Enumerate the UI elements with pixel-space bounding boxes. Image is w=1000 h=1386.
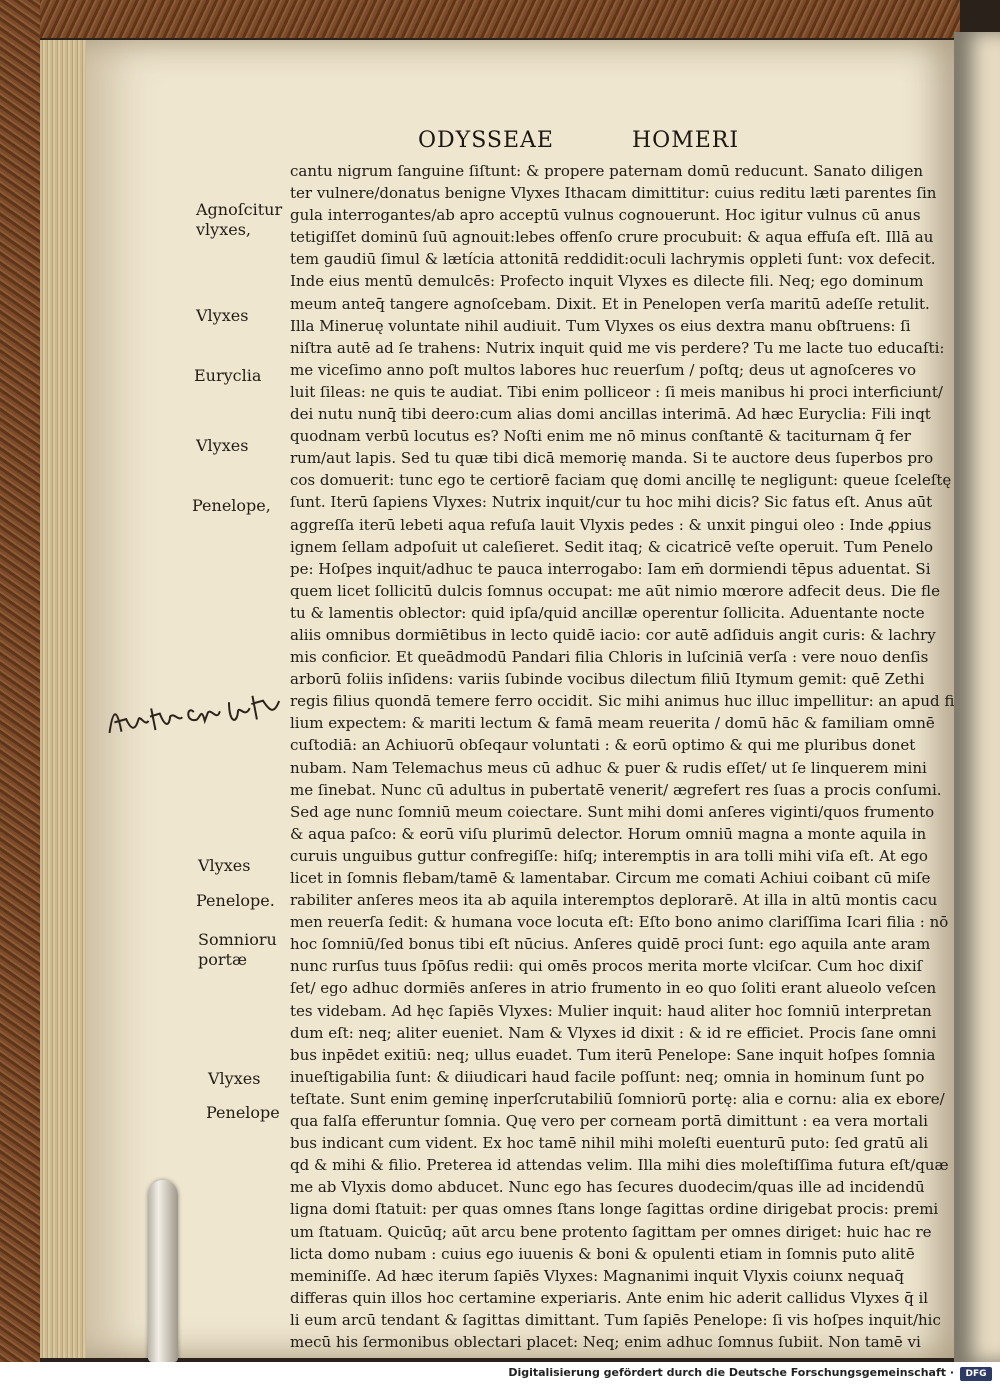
facing-page-edge (954, 32, 1000, 1362)
margin-note-penelope-1: Penelope, (192, 496, 271, 515)
text-line: cos domuerit: tunc ego te certiorē faciam quę domi ancillę te negligunt: queue ſceleſtę (290, 471, 952, 490)
margin-note-penelope-2: Penelope. (196, 891, 275, 910)
text-line: licet in ſomnis flebam/tamē & lamentabar. Circum me comati Achiui coibant cū miſe (290, 869, 931, 887)
text-line: Inde eius mentū demulcēs: Profecto inquit Vlyxes es dilecte fili. Neq; ego dominum (290, 272, 924, 291)
footer-bar (0, 1362, 1000, 1386)
text-line: licta domo nubam : cuius ego iuuenis & boni & opulenti etiam in ſomnis puto alitē (290, 1244, 915, 1263)
text-line: um ſtatuam. Quicūq; aūt arcu bene protento ſagittam per omnes diriget: huic hac re (290, 1222, 932, 1241)
text-line: tu & lamentis oblector: quid ipſa/quid ancillæ operentur ſollicita. Aduentante nocte (290, 603, 925, 622)
text-line: nunc rurſus tuus ſpōſus redii: qui omēs procos merita morte vlciſcar. Cum hoc dixiſ (290, 957, 923, 976)
running-header-left: ODYSSEAE (418, 128, 554, 153)
text-line: qd & mihi & filio. Preterea id attendas velim. Illa mihi dies moleſtiſſima futura eſt/quæ (290, 1156, 949, 1175)
text-line: hoc ſomniū/ſed bonus tibi eſt nūcius. Anſeres quidē proci ſunt: ego aquila ante aram (290, 935, 931, 954)
text-line: li eum arcū tendant & ſagittas dimittant. Tum ſapiēs Penelope: ſi vis hoſpes inquit/hic (290, 1310, 941, 1329)
text-line: ligna domi ſtatuit: per quas omnes ſtans longe ſagittas ordine dirigebat procis: premi (290, 1200, 939, 1219)
margin-note-somniorum-portae: Somnioru portæ (198, 930, 277, 969)
book-cover-left (0, 0, 40, 1362)
text-line: quem licet ſollicitū dulcis ſomnus occupat: me aūt nimio mœrore adfecit deus. Die fle (290, 581, 940, 600)
text-line: me viceſimo anno poſt multos labores huc reuerſum / poſtq; deus ut agnoſceres vo (290, 360, 916, 379)
text-line: nubam. Nam Telemachus meus cū adhuc & puer & rudis eſſet/ ut ſe linquerem mini (290, 758, 927, 777)
body-text (290, 162, 955, 1355)
text-line: Sed age nunc ſomniū meum coiectare. Sunt mihi domi anſeres viginti/quos frumento (290, 802, 935, 821)
text-line: gula interrogantes/ab apro acceptū vulnus cognouerunt. Hoc igitur vulnus cū anus (290, 206, 921, 225)
text-line: lium expectem: & mariti lectum & famā meam reuerita / domū hāc & familiam omnē (290, 714, 935, 733)
text-line: ter vulnere/donatus benigne Vlyxes Ithacam dimittitur: cuius reditu læti parentes ſin (290, 184, 937, 203)
text-line: rum/aut lapis. Sed tu quæ tibi dicā memorię manda. Si te auctore deus ſuperbos pro (290, 449, 934, 468)
text-line: bus inpēdet exitiū: neq; ullus euadet. Tum iterū Penelope: Sane inquit hoſpes ſomnia (290, 1045, 936, 1064)
page-clip (148, 1180, 178, 1362)
text-line: mis conficior. Et queādmodū Pandari filia Chloris in luſciniā verſa : vere nouo denſis (290, 648, 929, 667)
footer-credit: Digitalisierung gefördert durch die Deutsche Forschungsgemeinschaft · (508, 1366, 954, 1379)
text-line: tes videbam. Ad hęc ſapiēs Vlyxes: Mulier inquit: haud aliter hoc ſomniū interpretan (290, 1001, 932, 1020)
margin-note-agnoscitur: Agnoſcitur vlyxes, (196, 200, 283, 239)
text-line: tetigiſſet dominū ſuū agnouit:lebes offenſo crure procubuit: & aqua effuſa eſt. Illā au (290, 228, 934, 247)
text-line: quodnam verbū locutus es? Noſti enim me nō minus conſtantē & taciturnam q̄ fer (290, 427, 911, 446)
text-line: ignem ſellam adpoſuit ut caleſieret. Sedit itaq; & cicatricē veſte operuit. Tum Penelo (290, 537, 934, 556)
text-line: bus indicant cum vident. Ex hoc tamē nihil mihi moleſti euenturū puto: ſed gratū ali (290, 1134, 929, 1153)
margin-note-euryclia: Euryclia (194, 366, 262, 385)
text-line: pe: Hoſpes inquit/adhuc te pauca interrogabo: Iam em̄ dormiendi tēpus aduentat. Si (290, 559, 931, 578)
text-line: men reuerſa ſedit: & humana voce locuta eſt: Eſto bono animo clariſſima Icari filia : nō (290, 913, 949, 932)
text-line: regis filius quondā temere ferro occidit. Sic mihi animus huc illuc impellitur: an apud fi (290, 692, 955, 711)
text-line: ſunt. Iterū ſapiens Vlyxes: Nutrix inquit/cur tu hoc mihi dicis? Sic fatus eſt. Anus aūt (290, 493, 933, 512)
margin-note-penelope-3: Penelope (206, 1103, 280, 1122)
text-line: cuſtodiā: an Achiuorū obſeqaur voluntati : & eorū optimo & qui me pluribus donet (290, 736, 916, 755)
text-line: differas quin illos hoc certamine experiaris. Ante enim hic aderit callidus Vlyxes q̄ il (290, 1288, 929, 1307)
margin-note-vlyxes-3: Vlyxes (198, 856, 251, 875)
margin-note-vlyxes-4: Vlyxes (208, 1069, 261, 1088)
text-line: cantu nigrum ſanguine ſiſtunt: & propere paternam domū reducunt. Sanato diligen (290, 162, 924, 180)
margin-note-vlyxes-1: Vlyxes (196, 306, 249, 325)
text-line: meum anteq̄ tangere agnoſcebam. Dixit. Et in Penelopen verſa maritū adeſſe retulit. (290, 294, 930, 313)
text-line: rabiliter anſeres meos ita ab aquila interemptos deplorarē. At illa in altū montis cacu (290, 891, 938, 910)
text-line: aggreſſa iterū lebeti aqua refuſa lauit Vlyxis pedes : & unxit pingui oleo : Inde ꝓpius (290, 515, 932, 534)
text-line: & aqua paſco: & eorū viſu plurimū delector. Horum omniū magna a monte aquila in (290, 824, 927, 843)
margin-note-vlyxes-2: Vlyxes (196, 436, 249, 455)
text-line: curuis unguibus guttur confregiſſe: hiſq; interemptis in ara tolli mihi viſa eſt. At ego (290, 846, 928, 865)
text-line: tem gaudiū ſimul & lætícia attonitā reddidit:oculi lachrymis oppleti ſunt: vox defecit. (290, 250, 936, 269)
page-edges (40, 40, 90, 1358)
text-line: dum eſt: neq; aliter eueniet. Nam & Vlyxes id dixit : & id re efficiet. Procis ſane omni (290, 1023, 937, 1042)
text-line: Illa Mineruę voluntate nihil audiuit. Tum Vlyxes os eius dextra manu obſtruens: ſi (290, 316, 911, 335)
text-line: niſtra autē ad ſe trahens: Nutrix inquit quid me vis perdere? Tu me lacte tuo educaſti: (290, 338, 945, 357)
text-line: dei nutu nunq̄ tibi deero:cum alias domi ancillas interimā. Ad hæc Euryclia: Fili inqt (290, 405, 931, 424)
text-line: mecū his ſermonibus oblectari placet: Neq; enim adhuc ſomnus ſubiit. Non tamē vi (290, 1332, 921, 1351)
text-line: arborū foliis inſidens: variis ſubinde vocibus dilectum filiū Itymum gemit: quē Zethi (290, 670, 925, 689)
dfg-logo: DFG (960, 1367, 992, 1381)
running-header-right: HOMERI (632, 128, 740, 153)
text-line: me ab Vlyxis domo abducet. Nunc ego has ſecures duodecim/quas ille ad incidendū (290, 1178, 925, 1197)
text-line: teſtate. Sunt enim geminę inperſcrutabiliū ſomniorū portę: alia e cornu: alia ex ebore/ (290, 1089, 945, 1108)
text-line: qua falſa efferuntur ſomnia. Quę vero per corneam portā dimittunt : ea vera mortali (290, 1112, 928, 1131)
book-cover-top (0, 0, 960, 38)
text-line: ſet/ ego adhuc dormiēs anſeres in atrio frumento in eo quo ſoliti erant alueolo veſcen (290, 979, 937, 998)
text-line: inueſtigabilia ſunt: & diiudicari haud facile poſſunt: neq; omnia in hominum ſunt po (290, 1067, 925, 1086)
text-line: meminiſſe. Ad hæc iterum ſapiēs Vlyxes: Magnanimi inquit Vlyxis coiunx nequaq̄ (290, 1266, 904, 1285)
text-line: aliis omnibus dormiētibus in lecto quidē iacio: cor autē adſiduis angit curis: & lachry (290, 625, 936, 644)
text-line: me ſinebat. Nunc cū adultus in pubertatē venerit/ ægrefert res ſuas a procis conſumi. (290, 780, 942, 799)
text-line: luit ſileas: ne quis te audiat. Tibi enim polliceor : ſi meis manibus hi proci interficiunt/ (290, 382, 943, 401)
